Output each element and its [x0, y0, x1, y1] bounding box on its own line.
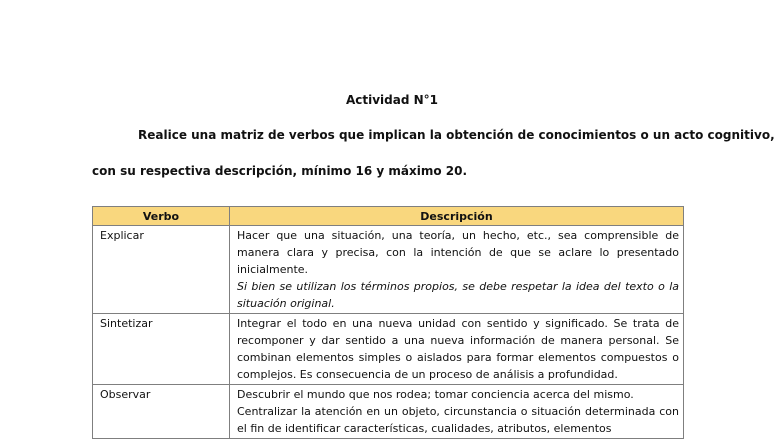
verb-cell: Observar [93, 385, 230, 439]
description-text: Si bien se utilizan los términos propios, se debe respetar la idea del texto o la situación original. [237, 280, 679, 310]
document-title: Actividad N°1 [345, 93, 439, 107]
table-row [93, 226, 684, 314]
table-header-row [93, 207, 684, 226]
header-descripcion: Descripción [230, 207, 684, 226]
instruction-line-1: Realice una matriz de verbos que implican la obtención de conocimientos o un acto cognitivo, [138, 128, 775, 142]
verb-cell: Explicar [93, 226, 230, 314]
description-cell [230, 385, 684, 439]
header-verbo: Verbo [93, 207, 230, 226]
description-text: Integrar el todo en una nueva unidad con sentido y significado. Se trata de recomponer y dar sentido a una nueva información de manera personal. Se combinan elementos simples o aislados para formar elementos compuestos o complejos. Es consecuencia de un proceso de análisis a profundidad. [237, 317, 679, 381]
description-cell [230, 314, 684, 385]
description-cell [230, 226, 684, 314]
instruction-line-2: con su respectiva descripción, mínimo 16 y máximo 20. [92, 164, 467, 178]
description-text: Centralizar la atención en un objeto, circunstancia o situación determinada con el fin de identificar características, cualidades, atributos, elementos [237, 405, 679, 435]
verb-cell: Sintetizar [93, 314, 230, 385]
table-row [93, 314, 684, 385]
description-text: Hacer que una situación, una teoría, un hecho, etc., sea comprensible de manera clara y precisa, con la intención de que se aclare lo presentado inicialmente. [237, 229, 679, 276]
table-row [93, 385, 684, 439]
description-text: Descubrir el mundo que nos rodea; tomar conciencia acerca del mismo. [237, 388, 634, 401]
verb-matrix-table [92, 206, 684, 439]
